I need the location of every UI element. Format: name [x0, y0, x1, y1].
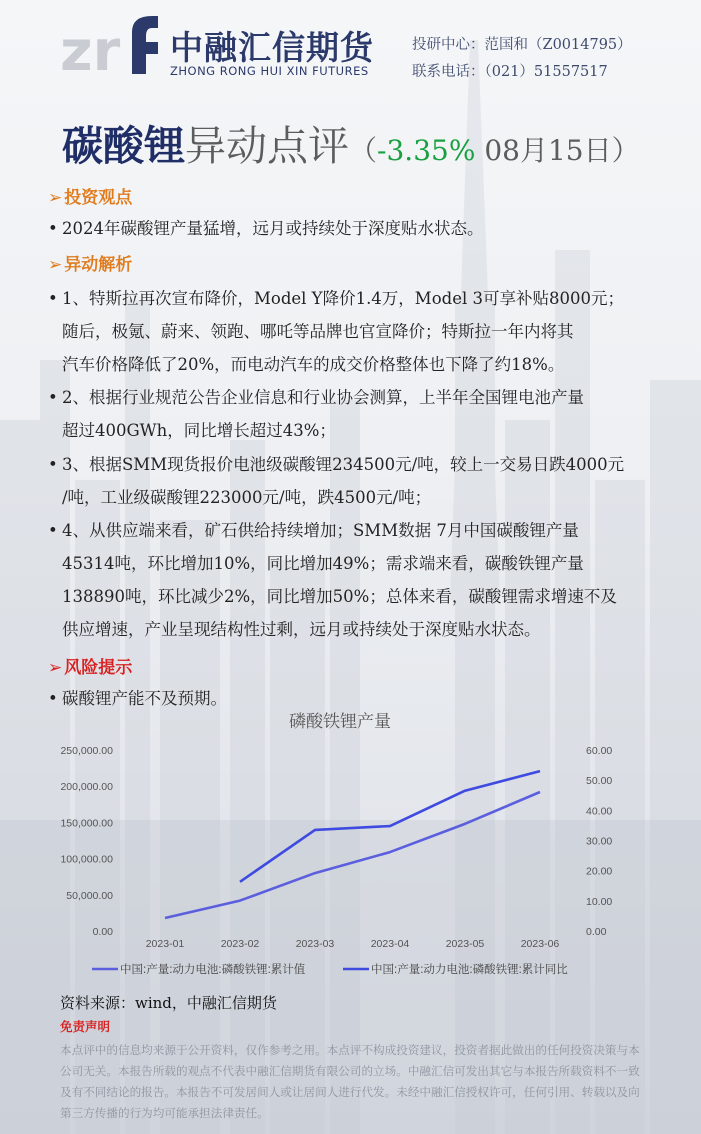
y-axis-left: [60, 745, 113, 938]
company-name-cn: 中融汇信期货: [170, 28, 374, 67]
y-left-tick-label: 250,000.00: [60, 745, 113, 757]
analysis-item-1: • 1、特斯拉再次宣布降价，Model Y降价1.4万，Model 3可享补贴8000元； 随后，极氪、蔚来、领跑、哪吒等品牌也官宣降价；特斯拉一年内将其 汽车价格降低了20%，而电动汽车的成交价格整体也下降了约18%。: [48, 282, 668, 381]
series-line-1: [165, 792, 540, 918]
report-date: 08月15日: [484, 134, 612, 167]
bullet-icon: •: [48, 455, 58, 474]
research-contact: 投研中心：范国和（Z0014795）: [412, 37, 632, 53]
title-main: 碳酸锂: [62, 122, 185, 170]
disclaimer-title: 免责声明: [60, 1019, 111, 1034]
risk-text: • 碳酸锂产能不及预期。: [48, 682, 668, 715]
chart-legend: [92, 962, 568, 976]
y-left-tick-label: 200,000.00: [60, 781, 113, 794]
y-left-tick-label: 50,000.00: [66, 889, 113, 902]
series-line-2: [240, 771, 540, 882]
phone-contact: 联系电话：（021）51557517: [412, 64, 608, 80]
x-tick-label: 2023-04: [370, 938, 410, 950]
series-lines: [165, 771, 540, 918]
y-right-tick-label: 60.00: [586, 745, 613, 757]
bullet-icon: •: [48, 521, 58, 540]
y-right-tick-label: 40.00: [586, 805, 613, 818]
page-title: [62, 113, 640, 172]
title-sub: 异动点评: [185, 122, 349, 170]
section-analysis-heading: ➢ 异动解析: [48, 255, 133, 275]
y-axis-right: [586, 745, 612, 938]
disclaimer-text: 本点评中的信息均来源于公开资料，仅作参考之用。本点评不构成投资建议，投资者据此做出的任何投资决策与本公司无关。本报告所载的观点不代表中融汇信期货有限公司的立场。中融汇信可发出其它与本报告所载资料不一致及有不同结论的报告。本报告不可发居间人或让居间人进行代发。未经中融汇信授权许可，任何引用、转载以及向第三方传播的行为均可能承担法律责任。: [60, 1043, 640, 1120]
bullet-icon: •: [48, 289, 58, 308]
x-tick-label: 2023-01: [145, 938, 185, 950]
analysis-item-4: • 4、从供应端来看，矿石供给持续增加；SMM数据 7月中国碳酸锂产量 45314吨，环比增加10%，同比增加49%；需求端来看，碳酸铁锂产量 138890吨，环比减少2%，同比增加50%；总体来看，碳酸锂需求增速不及 供应增速，产业呈现结构性过剩，远月或持续处于深度贴水状态。: [48, 514, 668, 646]
analysis-item-3: • 3、根据SMM现货报价电池级碳酸锂234500元/吨，较上一交易日跌4000元 /吨，工业级碳酸锂223000元/吨，跌4500元/吨；: [48, 448, 668, 514]
section-risk-heading: ➢ 风险提示: [48, 658, 133, 678]
bullet-icon: •: [48, 689, 58, 708]
price-change: -3.35%: [377, 134, 476, 167]
company-name-en: ZHONG RONG HUI XIN FUTURES: [170, 64, 369, 78]
arrow-icon: ➢: [48, 658, 63, 678]
section-investment-heading: ➢ 投资观点: [48, 188, 133, 208]
title-close-paren: ）: [611, 134, 640, 167]
arrow-icon: ➢: [48, 188, 63, 208]
svg-text:zr: zr: [60, 19, 121, 80]
investment-text: • 2024年碳酸锂产量猛增，远月或持续处于深度贴水状态。: [48, 212, 668, 245]
y-right-tick-label: 30.00: [586, 835, 613, 848]
lfp-production-chart: [0, 705, 701, 990]
y-right-tick-label: 0.00: [586, 926, 607, 938]
x-axis: [146, 938, 560, 950]
y-right-tick-label: 10.00: [586, 895, 613, 908]
arrow-icon: ➢: [48, 255, 63, 275]
y-right-tick-label: 20.00: [586, 865, 613, 878]
bullet-icon: •: [48, 388, 58, 407]
x-tick-label: 2023-02: [220, 938, 260, 950]
y-left-tick-label: 150,000.00: [60, 817, 113, 830]
x-tick-label: 2023-06: [520, 938, 560, 950]
x-tick-label: 2023-03: [295, 938, 335, 950]
chart-title: 磷酸铁锂产量: [289, 712, 391, 731]
analysis-item-2: • 2、根据行业规范公告企业信息和行业协会测算，上半年全国锂电池产量 超过400GWh，同比增长超过43%；: [48, 381, 668, 447]
company-logo: [60, 12, 160, 80]
y-left-tick-label: 0.00: [92, 926, 113, 938]
data-source: 资料来源：wind，中融汇信期货: [60, 994, 277, 1012]
x-tick-label: 2023-05: [445, 938, 485, 950]
legend-label-2: 中国:产量:动力电池:磷酸铁锂:累计同比: [371, 964, 568, 976]
title-open-paren: （: [349, 134, 378, 167]
legend-label-1: 中国:产量:动力电池:磷酸铁锂:累计值: [120, 964, 306, 976]
y-left-tick-label: 100,000.00: [60, 853, 113, 866]
bullet-icon: •: [48, 219, 58, 238]
y-right-tick-label: 50.00: [586, 775, 613, 788]
